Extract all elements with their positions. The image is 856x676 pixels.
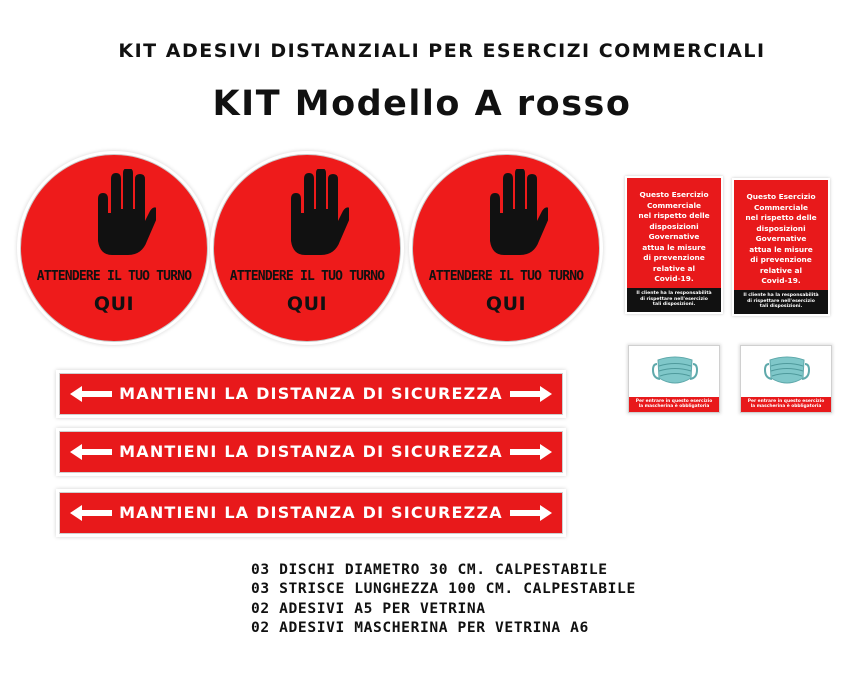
kit-contents-item: 03 DISCHI DIAMETRO 30 CM. CALPESTABILE bbox=[251, 561, 608, 578]
floor-strip-2 bbox=[59, 431, 563, 473]
a5-sticker-text: Questo Esercizio Commerciale nel rispetto delle disposizioni Governative attua le misure di prevenzione relative al Covid-19. bbox=[638, 190, 710, 283]
arrow-right-icon bbox=[508, 442, 554, 462]
a5-window-sticker-1 bbox=[627, 178, 721, 312]
disc-line2: QUI bbox=[485, 293, 527, 315]
disc-line1: ATTENDERE IL TUO TURNO bbox=[36, 269, 192, 284]
face-mask-icon bbox=[763, 352, 811, 388]
face-mask-icon bbox=[651, 352, 699, 388]
disc-line2: QUI bbox=[93, 293, 135, 315]
a5-sticker-footer: Il cliente ha la responsabilità di rispettare nell'esercizio tali disposizioni. bbox=[734, 290, 828, 314]
disc-line1: ATTENDERE IL TUO TURNO bbox=[229, 269, 385, 284]
kit-contents-item: 02 ADESIVI MASCHERINA PER VETRINA A6 bbox=[251, 618, 589, 636]
kit-contents-list bbox=[251, 560, 636, 637]
kit-heading: KIT ADESIVI DISTANZIALI PER ESERCIZI COMMERCIALI bbox=[118, 40, 766, 62]
kit-contents-item: 03 STRISCE LUNGHEZZA 100 CM. CALPESTABILE bbox=[251, 580, 636, 598]
arrow-left-icon bbox=[68, 442, 114, 462]
arrow-right-icon bbox=[508, 503, 554, 523]
a6-mask-sticker-1 bbox=[628, 345, 720, 413]
arrow-left-icon bbox=[68, 384, 114, 404]
hand-stop-icon bbox=[88, 169, 156, 257]
a5-sticker-footer: Il cliente ha la responsabilità di rispettare nell'esercizio tali disposizioni. bbox=[627, 288, 721, 312]
strip-label: MANTIENI LA DISTANZA DI SICUREZZA bbox=[119, 384, 503, 403]
kit-title: KIT Modello A rosso bbox=[212, 84, 632, 124]
floor-disc-3 bbox=[412, 154, 600, 342]
a6-mask-sticker-2 bbox=[740, 345, 832, 413]
floor-disc-2 bbox=[213, 154, 401, 342]
hand-stop-icon bbox=[281, 169, 349, 257]
strip-label: MANTIENI LA DISTANZA DI SICUREZZA bbox=[119, 503, 503, 522]
arrow-left-icon bbox=[68, 503, 114, 523]
floor-strip-3 bbox=[59, 492, 563, 534]
hand-stop-icon bbox=[480, 169, 548, 257]
disc-line1: ATTENDERE IL TUO TURNO bbox=[428, 269, 584, 284]
strip-label: MANTIENI LA DISTANZA DI SICUREZZA bbox=[119, 442, 503, 461]
a6-sticker-footer: Per entrare in questo esercizio la mascherina è obbligatoria bbox=[629, 397, 719, 412]
arrow-right-icon bbox=[508, 384, 554, 404]
kit-contents-item: 02 ADESIVI A5 PER VETRINA bbox=[251, 599, 486, 617]
floor-strip-1 bbox=[59, 373, 563, 415]
a6-sticker-footer: Per entrare in questo esercizio la mascherina è obbligatoria bbox=[741, 397, 831, 412]
disc-line2: QUI bbox=[286, 293, 328, 315]
floor-disc-1 bbox=[20, 154, 208, 342]
a5-window-sticker-2 bbox=[734, 180, 828, 314]
a5-sticker-text: Questo Esercizio Commerciale nel rispetto delle disposizioni Governative attua le misure di prevenzione relative al Covid-19. bbox=[745, 192, 817, 285]
